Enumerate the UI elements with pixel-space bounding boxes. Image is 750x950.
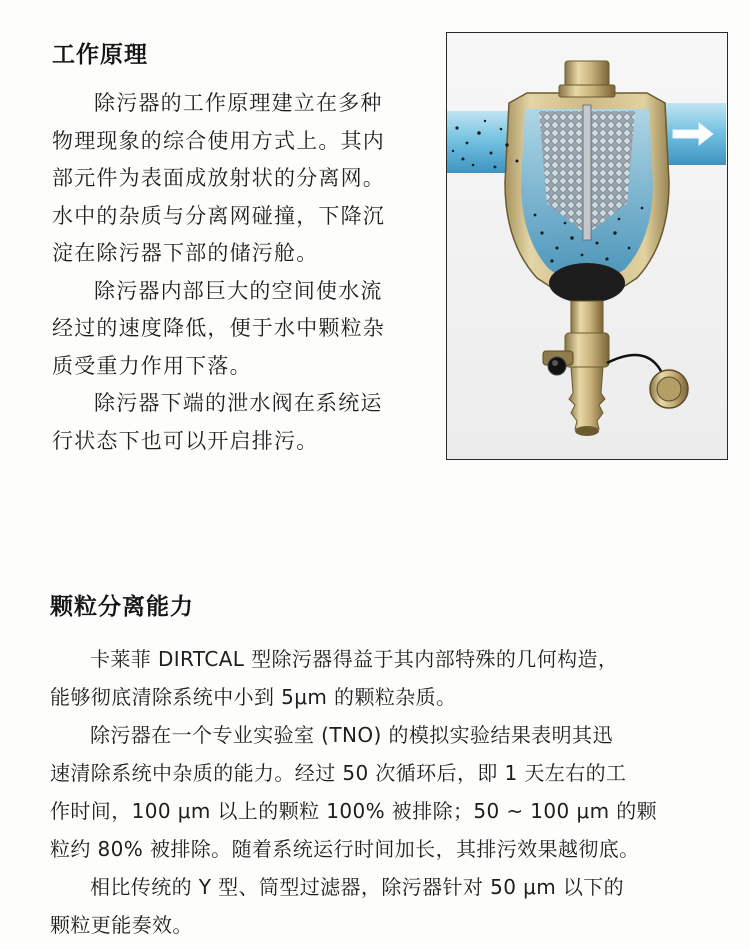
text-line: 行状态下也可以开启排污。 xyxy=(52,428,319,453)
text-line: 物理现象的综合使用方式上。其内 xyxy=(52,128,385,153)
text-line: 除污器下端的泄水阀在系统运 xyxy=(94,391,383,415)
sediment-sump xyxy=(549,263,625,303)
text-line: 速清除系统中杂质的能力。经过 50 次循环后，即 1 天左右的工 xyxy=(50,761,627,785)
text-line: 颗粒更能奏效。 xyxy=(50,913,193,937)
drain-stem xyxy=(571,301,603,335)
text-line: 相比传统的 Y 型、筒型过滤器，除污器针对 50 μm 以下的 xyxy=(90,875,625,899)
text-line: 除污器在一个专业实验室 (TNO) 的模拟实验结果表明其迅 xyxy=(90,723,613,747)
section-heading-particle-separation: 颗粒分离能力 xyxy=(50,594,194,620)
text-line: 能够彻底清除系统中小到 5μm 的颗粒杂质。 xyxy=(50,685,457,709)
text-line: 作时间，100 μm 以上的颗粒 100% 被排除；50 ~ 100 μm 的颗 xyxy=(50,799,658,823)
particle-separation-text xyxy=(50,640,740,944)
section-heading-working-principle: 工作原理 xyxy=(52,42,148,68)
text-line: 除污器内部巨大的空间使水流 xyxy=(94,278,383,303)
working-principle-text xyxy=(52,85,437,460)
drain-valve xyxy=(543,351,573,375)
text-line: 经过的速度降低，便于水中颗粒杂 xyxy=(52,316,385,340)
dirt-separator-cutaway-figure xyxy=(446,32,728,460)
text-line: 部元件为表面成放射状的分离网。 xyxy=(52,166,385,190)
text-line: 卡莱菲 DIRTCAL 型除污器得益于其内部特殊的几何构造， xyxy=(90,647,619,671)
text-line: 除污器的工作原理建立在多种 xyxy=(94,91,383,115)
text-line: 质受重力作用下落。 xyxy=(52,353,252,378)
valve-cap xyxy=(650,370,688,408)
text-line: 淀在除污器下部的储污舱。 xyxy=(52,241,319,265)
text-line: 水中的杂质与分离网碰撞，下降沉 xyxy=(52,203,385,228)
text-line: 粒约 80% 被排除。随着系统运行时间加长，其排污效果越彻底。 xyxy=(50,837,640,861)
hose-barb xyxy=(569,367,605,429)
